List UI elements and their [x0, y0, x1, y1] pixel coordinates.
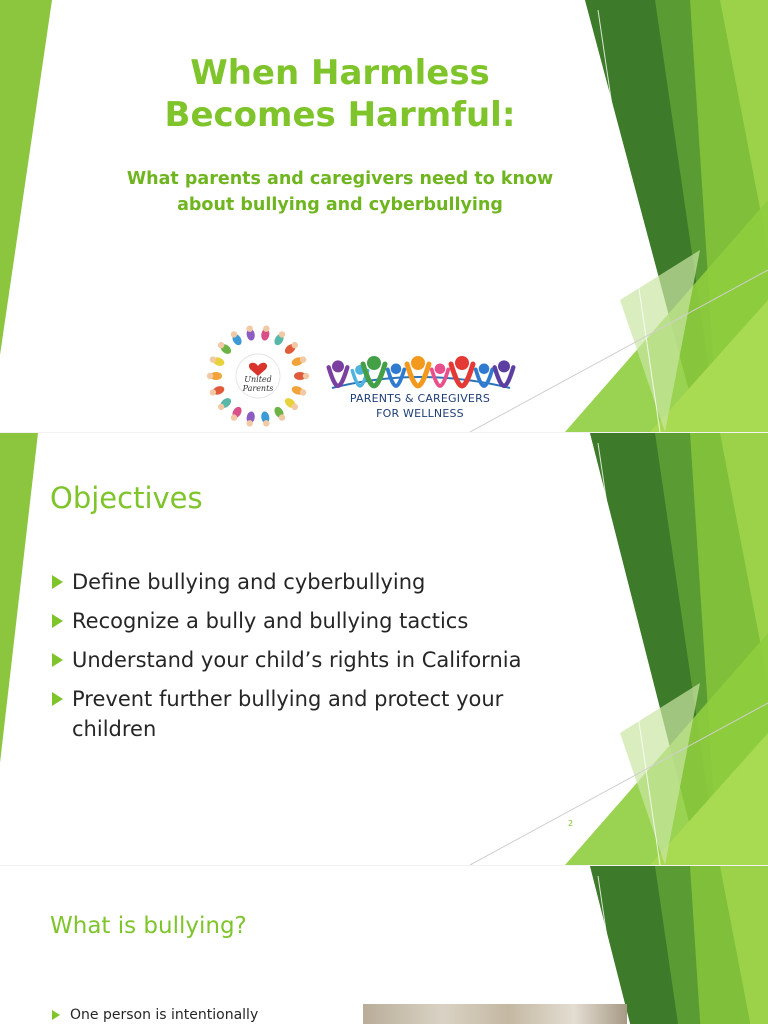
figure-head [279, 414, 285, 420]
list-item: Recognize a bully and bullying tactics [50, 606, 570, 636]
figure-head [367, 356, 381, 370]
title-slide [0, 0, 768, 432]
title-line-1: When Harmless [190, 53, 490, 93]
figure-head [247, 326, 253, 332]
green-facets-decoration [0, 866, 768, 1024]
objectives-list [50, 567, 570, 753]
figure-head [207, 373, 213, 379]
figure-head [231, 331, 237, 337]
united-parents-logo [200, 320, 316, 432]
slide-title [90, 52, 590, 136]
list-item: Define bullying and cyberbullying [50, 567, 570, 597]
figure-head [455, 356, 469, 370]
figure-head [218, 404, 224, 410]
list-item: One person is intentionally [52, 1007, 258, 1023]
figure-head [247, 420, 253, 426]
figure-head [279, 331, 285, 337]
figure-head [300, 389, 306, 395]
bullet-arrow-icon [52, 1010, 60, 1020]
list-item: Understand your child’s rights in California [50, 645, 570, 675]
svg-text:Parents: Parents [242, 384, 274, 393]
figure-head [231, 414, 237, 420]
figure-head [292, 342, 298, 348]
figure-head [411, 356, 425, 370]
subtitle-line-1: What parents and caregivers need to know [126, 169, 554, 189]
bullying-photo [363, 1004, 627, 1024]
figure-head [263, 420, 269, 426]
figure-head [263, 326, 269, 332]
figure-head [292, 404, 298, 410]
svg-text:United: United [244, 375, 272, 384]
slide-heading: What is bullying? [50, 913, 247, 939]
figure-head [303, 373, 309, 379]
page-number: 2 [568, 819, 574, 828]
bullet-arrow-icon [52, 653, 63, 667]
bullet-arrow-icon [52, 692, 63, 706]
pcw-logo-line-1: PARENTS & CAREGIVERS [349, 392, 491, 405]
figure-head [218, 342, 224, 348]
title-line-2: Becomes Harmful: [164, 95, 516, 135]
pcw-logo-line-2: FOR WELLNESS [376, 407, 464, 420]
figure-head [498, 360, 510, 372]
figure-head [210, 356, 216, 362]
figure-head [391, 364, 402, 375]
bullet-arrow-icon [52, 575, 63, 589]
what-is-bullying-slide [0, 866, 768, 1024]
slide-subtitle [90, 166, 590, 218]
list-item: Prevent further bullying and protect your children [50, 684, 570, 744]
figure-head [435, 364, 446, 375]
figure-head [479, 364, 490, 375]
subtitle-line-2: about bullying and cyberbullying [177, 195, 503, 215]
figure-head [300, 356, 306, 362]
figure-head [210, 389, 216, 395]
objectives-slide [0, 433, 768, 865]
bullet-arrow-icon [52, 614, 63, 628]
slide-heading: Objectives [50, 481, 203, 515]
parents-caregivers-wellness-logo [322, 340, 518, 432]
figure-head [332, 360, 344, 372]
